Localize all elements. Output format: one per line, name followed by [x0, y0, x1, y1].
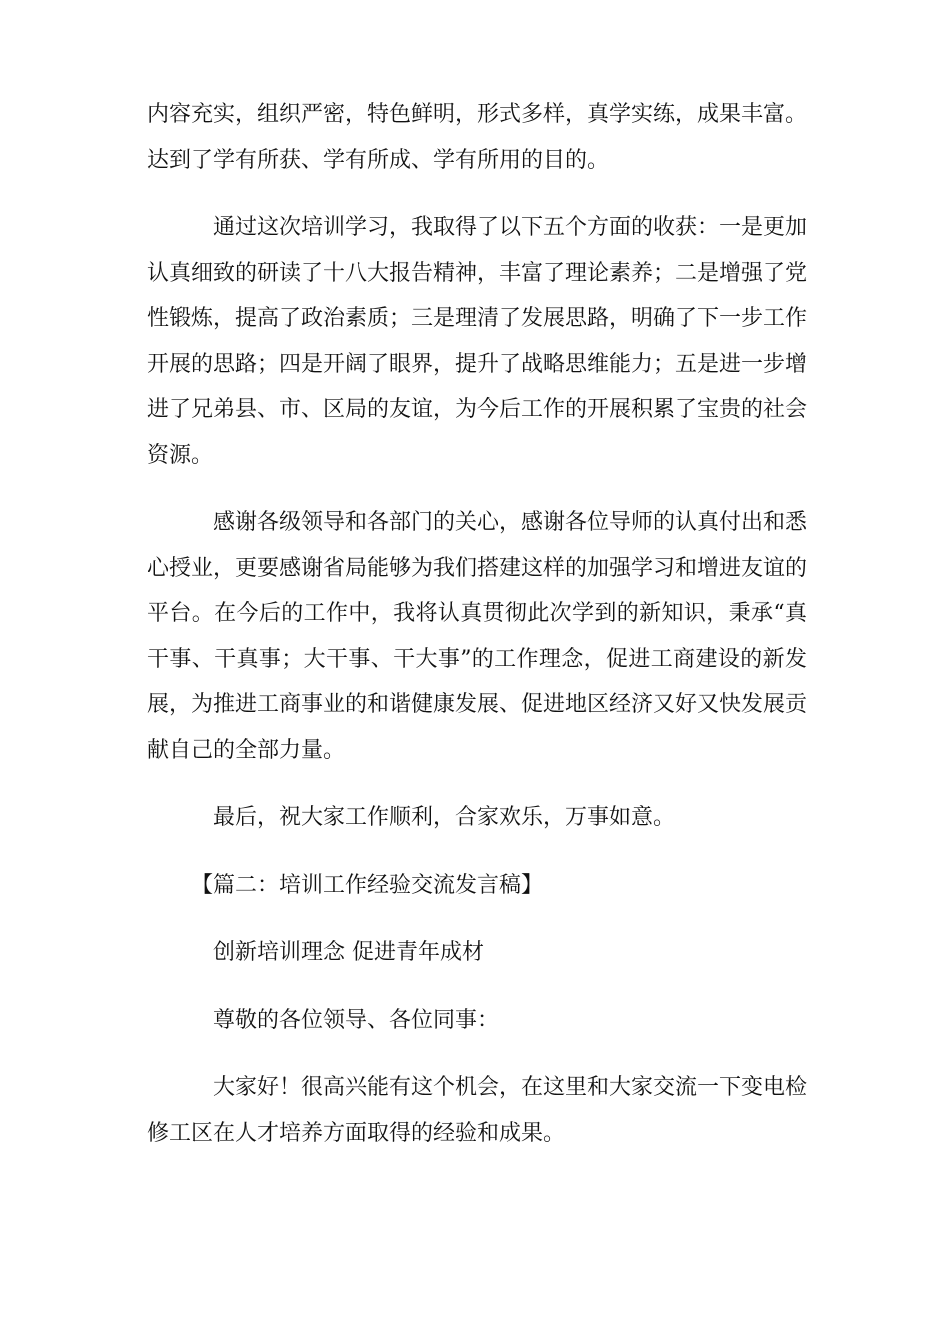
paragraph-thanks: 感谢各级领导和各部门的关心，感谢各位导师的认真付出和悉心授业，更要感谢省局能够为我们搭建这样的加强学习和增进友谊的平台。在今后的工作中，我将认真贯彻此次学到的新知识，秉承“真干事、干真事；大干事、干大事”的工作理念，促进工商建设的新发展，为推进工商事业的和谐健康发展、促进地区经济又好又快发展贡献自己的全部力量。	[147, 510, 808, 763]
section-heading: 【篇二：培训工作经验交流发言稿】	[191, 872, 544, 898]
speech-salutation: 尊敬的各位领导、各位同事：	[213, 1007, 500, 1033]
document-body	[147, 92, 807, 1156]
paragraph-training-summary: 内容充实，组织严密，特色鲜明，形式多样，真学实练，成果丰富。达到了学有所获、学有所成、学有所用的目的。	[147, 102, 808, 173]
paragraph-five-gains: 通过这次培训学习，我取得了以下五个方面的收获：一是更加认真细致的研读了十八大报告精神，丰富了理论素养；二是增强了党性锻炼，提高了政治素质；三是理清了发展思路，明确了下一步工作开展的思路；四是开阔了眼界，提升了战略思维能力；五是进一步增进了兄弟县、市、区局的友谊，为今后工作的开展积累了宝贵的社会资源。	[147, 215, 808, 468]
paragraph-greeting: 大家好！很高兴能有这个机会，在这里和大家交流一下变电检修工区在人才培养方面取得的经验和成果。	[147, 1075, 808, 1146]
speech-title: 创新培训理念 促进青年成材	[213, 940, 484, 965]
paragraph-closing-wishes: 最后，祝大家工作顺利，合家欢乐，万事如意。	[213, 805, 676, 830]
